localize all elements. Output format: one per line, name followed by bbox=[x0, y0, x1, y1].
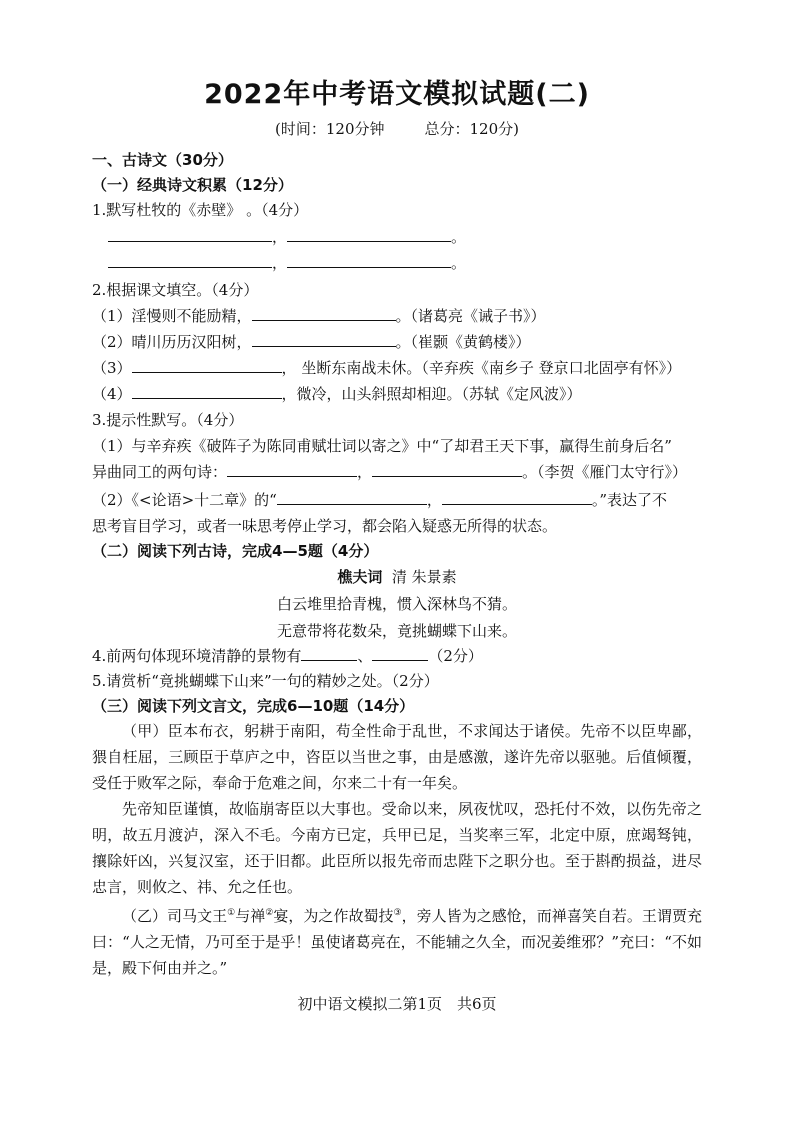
exam-time: (时间：120分钟 bbox=[275, 120, 385, 138]
question-2: 2.根据课文填空。（4分） bbox=[92, 281, 259, 299]
answer-blank[interactable] bbox=[108, 253, 272, 268]
exam-score: 总分：120分) bbox=[424, 120, 519, 138]
page-footer: 初中语文模拟二第1页 共6页 bbox=[297, 995, 497, 1013]
q2-line-2 bbox=[92, 332, 531, 352]
q2-line-4 bbox=[92, 384, 582, 404]
q2-line-3-text: ， 坐断东南战未休。（辛弃疾《南乡子 登京口北固亭有怀》） bbox=[281, 359, 682, 377]
section-1-heading: 一、古诗文（30分） bbox=[92, 151, 233, 169]
part-1-heading: （一）经典诗文积累（12分） bbox=[92, 176, 293, 194]
answer-blank[interactable] bbox=[227, 462, 357, 477]
q3-line-2 bbox=[92, 462, 687, 482]
exam-subtitle bbox=[0, 118, 794, 139]
q4-separator: 、 bbox=[357, 647, 373, 665]
period: 。 bbox=[451, 254, 467, 272]
answer-blank[interactable] bbox=[252, 306, 396, 321]
exam-title: 2022年中考语文模拟试题(二) bbox=[204, 79, 590, 110]
comma: ， bbox=[272, 254, 288, 272]
comma: ， bbox=[426, 491, 442, 509]
question-4 bbox=[92, 646, 483, 666]
passage-jia-paragraph-2: 先帝知臣谨慎，故临崩寄臣以大事也。受命以来，夙夜忧叹，恐托付不效，以伤先帝之明，故五月渡泸，深入不毛。今南方已定，兵甲已足，当奖率三军，北定中原，庶竭驽钝，攘除奸凶，兴复汉室，还于旧都。此臣所以报先帝而忠陛下之职分也。至于斟酌损益，进尽忠言，则攸之、祎、允之任也。 bbox=[92, 800, 702, 896]
answer-blank[interactable] bbox=[252, 332, 396, 347]
answer-blank[interactable] bbox=[108, 227, 272, 242]
footnote-marker: ① bbox=[227, 908, 236, 918]
poem-heading bbox=[0, 566, 794, 587]
answer-blank[interactable] bbox=[372, 462, 522, 477]
q3-line-4: 思考盲目学习，或者一味思考停止学习，都会陷入疑惑无所得的状态。 bbox=[92, 517, 558, 535]
q4-points: （2分） bbox=[428, 647, 483, 665]
question-3: 3.提示性默写。（4分） bbox=[92, 411, 244, 429]
q2-line-3-num: （3） bbox=[92, 359, 132, 377]
period: 。 bbox=[451, 228, 467, 246]
q2-line-1-source: 。（诸葛亮《诫子书》） bbox=[395, 307, 546, 325]
question-5: 5.请赏析“竟挑蝴蝶下山来”一句的精妙之处。（2分） bbox=[92, 672, 439, 690]
answer-blank[interactable] bbox=[372, 646, 428, 661]
passage-jia-paragraph-1: （甲）臣本布衣，躬耕于南阳，苟全性命于乱世，不求闻达于诸侯。先帝不以臣卑鄙，猥自枉屈，三顾臣于草庐之中，咨臣以当世之事，由是感激，遂许先帝以驱驰。后值倾覆，受任于败军之际，奉命于危难之间，尔来二十有一年矣。 bbox=[92, 722, 702, 792]
answer-blank[interactable] bbox=[287, 227, 451, 242]
q1-answer-row-2 bbox=[108, 253, 466, 273]
footnote-marker: ③ bbox=[393, 908, 402, 918]
q3-line-3-tail: 。”表达了不 bbox=[591, 491, 668, 509]
passage-yi-text: （乙）司马文王 bbox=[122, 907, 228, 925]
q2-line-2-source: 。（崔颢《黄鹤楼》） bbox=[395, 333, 531, 351]
answer-blank[interactable] bbox=[132, 384, 282, 399]
q2-line-1 bbox=[92, 306, 546, 326]
q3-line-3 bbox=[92, 490, 667, 510]
poem-line-1: 白云堆里拾青槐，惯入深林鸟不猜。 bbox=[276, 595, 517, 613]
passage-yi bbox=[92, 900, 702, 981]
q3-line-2-source: 。（李贺《雁门太守行》） bbox=[522, 463, 688, 481]
q3-line-3-text: （2）《<论语>十二章》的“ bbox=[92, 491, 277, 509]
q3-line-1: （1）与辛弃疾《破阵子为陈同甫赋壮词以寄之》中“了却君王天下事，赢得生前身后名” bbox=[92, 437, 672, 455]
answer-blank[interactable] bbox=[287, 253, 451, 268]
answer-blank[interactable] bbox=[442, 490, 592, 505]
q2-line-2-text: （2）晴川历历汉阳树， bbox=[92, 333, 252, 351]
q2-line-4-text: ，微冷，山头斜照却相迎。（苏轼《定风波》） bbox=[281, 385, 582, 403]
q2-line-3 bbox=[92, 358, 681, 378]
answer-blank[interactable] bbox=[277, 490, 427, 505]
answer-blank[interactable] bbox=[132, 358, 282, 373]
passage-yi-text: ，旁人皆为之感怆，而禅喜笑自若。王谓贾充曰：“人之无情，乃可至于是乎！虽使诸葛亮在，不能辅之久全，而况姜维邪？”充曰：“不如是，殿下何由并之。” bbox=[92, 907, 702, 977]
passage-yi-text: 与禅 bbox=[235, 907, 266, 925]
q2-line-1-text: （1）淫慢则不能励精， bbox=[92, 307, 252, 325]
answer-blank[interactable] bbox=[301, 646, 357, 661]
part-3-heading: （三）阅读下列文言文，完成6—10题（14分） bbox=[92, 697, 415, 715]
poem-author: 清 朱景素 bbox=[391, 568, 457, 586]
comma: ， bbox=[272, 228, 288, 246]
q2-line-4-num: （4） bbox=[92, 385, 132, 403]
part-2-heading: （二）阅读下列古诗，完成4—5题（4分） bbox=[92, 542, 379, 560]
footnote-marker: ② bbox=[265, 908, 274, 918]
comma: ， bbox=[357, 463, 373, 481]
poem-title: 樵夫词 bbox=[337, 568, 383, 586]
q3-line-2-text: 异曲同工的两句诗： bbox=[92, 463, 228, 481]
poem-line-2: 无意带将花数朵，竟挑蝴蝶下山来。 bbox=[276, 622, 517, 640]
q1-answer-row-1 bbox=[108, 227, 466, 247]
question-1: 1.默写杜牧的《赤壁》 。（4分） bbox=[92, 201, 309, 219]
passage-yi-text: 宴，为之作故蜀技 bbox=[273, 907, 394, 925]
q4-text: 4.前两句体现环境清静的景物有 bbox=[92, 647, 302, 665]
